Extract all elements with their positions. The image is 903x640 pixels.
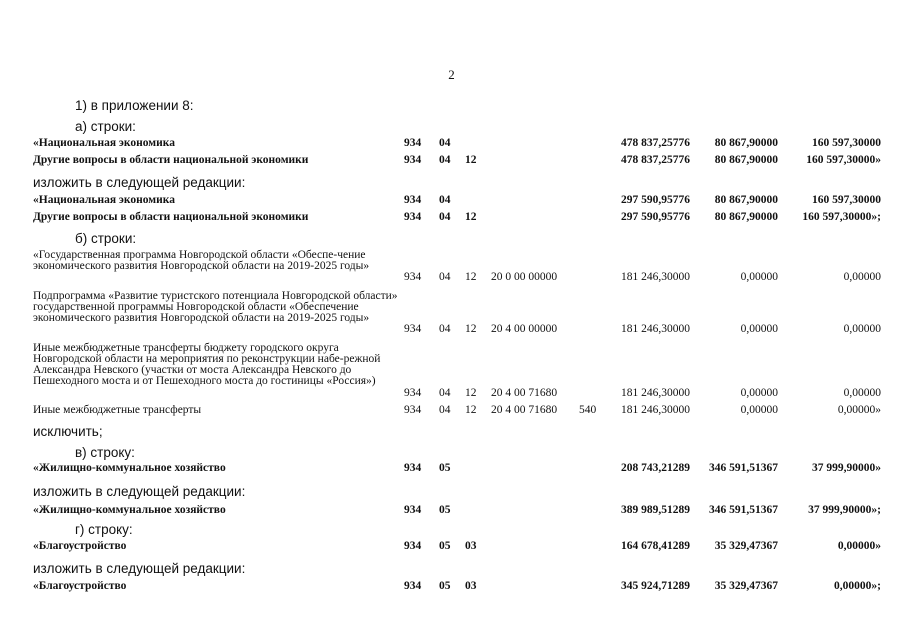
row-pr: 12 — [465, 271, 477, 283]
row-ved: 934 — [404, 194, 422, 206]
row-name: «Благоустройство — [33, 580, 127, 592]
row-csr: 20 4 00 71680 — [491, 404, 558, 416]
row-name: Другие вопросы в области национальной экономики — [33, 154, 309, 166]
row-value-3: 37 999,90000» — [812, 462, 881, 474]
heading-c-row: в) строку: — [75, 445, 135, 460]
heading-exclude: исключить; — [33, 424, 103, 439]
row-rz: 04 — [439, 271, 451, 283]
row-value-3: 160 597,30000 — [812, 194, 881, 206]
row-value-1: 345 924,71289 — [621, 580, 690, 592]
row-name: «Национальная экономика — [33, 194, 175, 206]
row-value-2: 80 867,90000 — [714, 154, 778, 166]
row-value-2: 346 591,51367 — [709, 504, 778, 516]
heading-a-rows: а) строки: — [75, 119, 136, 134]
row-value-1: 181 246,30000 — [621, 271, 690, 283]
row-ved: 934 — [404, 540, 422, 552]
heading-d-row: г) строку: — [75, 522, 133, 537]
row-ved: 934 — [404, 404, 422, 416]
row-csr: 20 4 00 71680 — [491, 387, 558, 399]
row-name: «Жилищно-коммунальное хозяйство — [33, 462, 226, 474]
row-ved: 934 — [404, 504, 422, 516]
row-value-1: 478 837,25776 — [621, 137, 690, 149]
row-rz: 04 — [439, 404, 451, 416]
row-name: Иные межбюджетные трансферты — [33, 404, 202, 416]
page-number: 2 — [448, 67, 455, 82]
heading-b-rows: б) строки: — [75, 231, 137, 246]
row-value-3: 0,00000 — [843, 323, 881, 335]
row-pr: 03 — [465, 540, 477, 552]
row-value-1: 181 246,30000 — [621, 323, 690, 335]
row-rz: 04 — [439, 323, 451, 335]
row-csr: 20 4 00 00000 — [491, 323, 558, 335]
row-pr: 03 — [465, 580, 477, 592]
row-value-2: 80 867,90000 — [714, 211, 778, 223]
row-name: «Жилищно-коммунальное хозяйство — [33, 504, 226, 516]
row-pr: 12 — [465, 387, 477, 399]
row-value-3: 160 597,30000»; — [802, 211, 881, 223]
row-vr: 540 — [579, 404, 597, 416]
row-value-2: 35 329,47367 — [714, 540, 778, 552]
row-rz: 05 — [439, 580, 451, 592]
row-value-1: 478 837,25776 — [621, 154, 690, 166]
heading-new-edition: изложить в следующей редакции: — [33, 175, 246, 190]
row-name: Другие вопросы в области национальной экономики — [33, 211, 309, 223]
row-value-2: 80 867,90000 — [714, 137, 778, 149]
row-ved: 934 — [404, 580, 422, 592]
row-value-2: 0,00000 — [740, 404, 778, 416]
row-ved: 934 — [404, 462, 422, 474]
row-rz: 04 — [439, 194, 451, 206]
row-rz: 04 — [439, 387, 451, 399]
row-rz: 05 — [439, 540, 451, 552]
row-name: «Государственная программа Новгородской области «Обеспе-чение экономического развития Новгородской области на 2019-2025 годы» — [33, 249, 370, 272]
row-name: Иные межбюджетные трансферты бюджету городского округа Новгородской области на мероприятия по реконструкции набе-режной Александра Невского (участки от моста Александра Невского до Пешеходного моста и от Пешеходного моста до гостиницы «Россия») — [33, 342, 381, 387]
row-value-3: 0,00000» — [837, 404, 881, 416]
row-value-3: 160 597,30000 — [812, 137, 881, 149]
row-value-1: 389 989,51289 — [621, 504, 690, 516]
row-name: «Благоустройство — [33, 540, 127, 552]
row-ved: 934 — [404, 154, 422, 166]
row-ved: 934 — [404, 387, 422, 399]
row-name: «Национальная экономика — [33, 137, 175, 149]
row-value-2: 0,00000 — [740, 271, 778, 283]
row-pr: 12 — [465, 323, 477, 335]
row-value-3: 0,00000 — [843, 387, 881, 399]
row-value-3: 0,00000» — [837, 540, 881, 552]
row-ved: 934 — [404, 323, 422, 335]
row-value-2: 346 591,51367 — [709, 462, 778, 474]
row-value-2: 0,00000 — [740, 323, 778, 335]
row-value-1: 164 678,41289 — [621, 540, 690, 552]
row-rz: 04 — [439, 211, 451, 223]
row-value-1: 208 743,21289 — [621, 462, 690, 474]
row-value-1: 181 246,30000 — [621, 387, 690, 399]
row-pr: 12 — [465, 154, 477, 166]
row-value-2: 0,00000 — [740, 387, 778, 399]
row-ved: 934 — [404, 271, 422, 283]
row-value-2: 80 867,90000 — [714, 194, 778, 206]
row-value-3: 0,00000»; — [834, 580, 881, 592]
row-ved: 934 — [404, 211, 422, 223]
row-value-3: 37 999,90000»; — [808, 504, 881, 516]
row-value-3: 160 597,30000» — [806, 154, 881, 166]
row-rz: 05 — [439, 504, 451, 516]
row-rz: 05 — [439, 462, 451, 474]
row-pr: 12 — [465, 211, 477, 223]
row-value-3: 0,00000 — [843, 271, 881, 283]
row-value-1: 181 246,30000 — [621, 404, 690, 416]
row-csr: 20 0 00 00000 — [491, 271, 558, 283]
row-rz: 04 — [439, 154, 451, 166]
row-name: Подпрограмма «Развитие туристского потенциала Новгородской области» государственной программы Новгородской области «Обеспечение экономического развития Новгородской области на 2019-2025 годы» — [33, 290, 398, 324]
row-pr: 12 — [465, 404, 477, 416]
row-ved: 934 — [404, 137, 422, 149]
heading-appendix-8: 1) в приложении 8: — [75, 98, 194, 113]
row-value-1: 297 590,95776 — [621, 194, 690, 206]
row-value-1: 297 590,95776 — [621, 211, 690, 223]
heading-new-edition-2: изложить в следующей редакции: — [33, 484, 246, 499]
row-value-2: 35 329,47367 — [714, 580, 778, 592]
row-rz: 04 — [439, 137, 451, 149]
heading-new-edition-3: изложить в следующей редакции: — [33, 561, 246, 576]
